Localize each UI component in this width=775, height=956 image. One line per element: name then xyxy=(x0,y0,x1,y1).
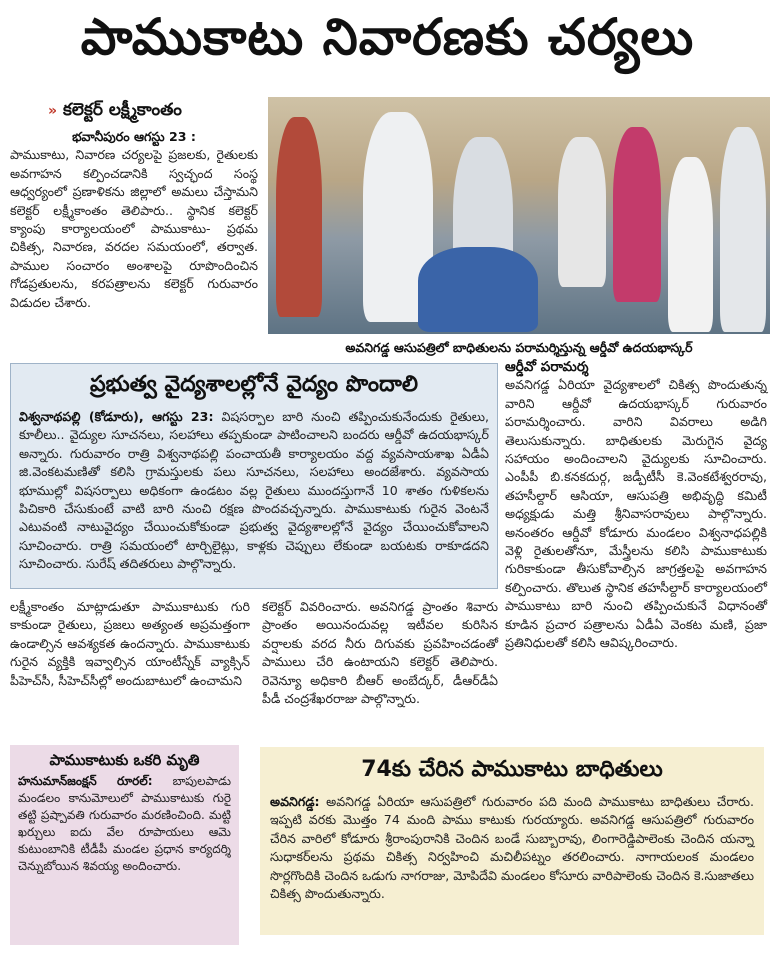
hospital-box-body: విషసర్పాల బారి నుంచి తప్పించుకునేందుకు రైతులు, కూలీలు.. వైద్యుల సూచనలు, సలహాలు తప్పకుండా పాటించాలని బందరు ఆర్డీవో ఉదయభాస్కర్ అన్నారు. గురువారం రాత్రి విశ్వనాథపల్లి పంచాయతీ కార్యాలయం వద్ద వ్యవసాయశాఖ ఏడీఏ జి.వెంకటమణితో కలిసి గ్రామస్తులకు పలు సూచనలు, సలహాలు అందజేశారు. వ్యవసాయ భూముల్లో విషసర్పాలు అధికంగా ఉండటం వల్ల రైతులు ముందస్తుగానే 10 శాతం గుళికలను పిచికారి చేసుకుంటే వాటి బారి నుంచి రక్షణ పొందవచ్చన్నారు. పాముకాటుకు గురైన వెంటనే ఎటువంటి నాటువైద్యం చేయించుకోకుండా ప్రభుత్వ వైద్యశాలల్లోనే వైద్యం చేయించుకోవాలని సూచించారు. రాత్రి సమయంలో టార్చిలైట్లు, కాళ్లకు చెప్పులు లేకుండా బయటకు రాకూడదని సూచించారు. సురేష్ తదితరులు పాల్గొన్నారు. xyxy=(19,409,489,572)
death-box-text xyxy=(18,773,231,875)
headline: పాముకాటు నివారణకు చర్యలు xyxy=(80,8,695,66)
double-arrow-icon: » xyxy=(48,103,58,119)
snakebite-death-box xyxy=(10,745,239,945)
death-box-title: పాముకాటుకు ఒకరి మృతి xyxy=(49,751,200,769)
photo-caption: అవనిగడ్డ ఆసుపత్రిలో బాధితులను పరామర్శిస్తున్న ఆర్డీవో ఉదయభాస్కర్ xyxy=(345,340,693,355)
hospital-treatment-box xyxy=(10,363,498,589)
intro-dateline: భవానీపురం ఆగస్టు 23 : xyxy=(72,129,196,144)
victims-box-body: అవనిగడ్డ ఏరియా ఆసుపత్రిలో గురువారం పది మంది పాముకాటు బాధితులు చేరారు. ఇప్పటి వరకు మొత్తం 74 మంది పాము కాటుకు గురయ్యారు. అవనిగడ్డ ఆసుపత్రిలో గురువారం చేరిన వారిలో కోడూరు శ్రీరాంపురానికి చెందిన బండే సుబ్బారావు, లింగారెడ్డిపాలెంకు చెందిన యన్నా సుధాకర్‌లను ప్రథమ చికిత్స నిర్వహించి మచిలీపట్నం తరలించారు. నాగాయలంక మండలం సొర్లగొందికి చెందిన ఒడుగు నాగరాజు, మోపిదేవి మండలం కోసూరు వారిపాలెంకు చెందిన కె.సుజాతలు చికిత్స పొందుతున్నారు. xyxy=(270,794,754,902)
hospital-box-text xyxy=(19,408,489,574)
rdo-body: అవనిగడ్డ ఏరియా వైద్యశాలలో చికిత్స పొందుతున్న వారిని ఆర్డీవో ఉదయభాస్కర్ గురువారం పరామర్శించారు. వారిని వివరాలు అడిగి తెలుసుకున్నారు. బాధితులకు మెరుగైన వైద్య సహాయం అందించాలని వైద్యులకు సూచించారు. ఎంపీపీ బి.కనకదుర్గ, జడ్పీటీసీ కె.వెంకటేశ్వరరావు, తహసీల్దార్ ఆసియా, ఆసుపత్రి అభివృద్ధి కమిటీ అధ్యక్షుడు మత్తి శ్రీనివాసరావులు పాల్గొన్నారు. అనంతరం ఆర్డీవో కోడూరు మండలం విశ్వనాధపల్లికి వెళ్లి రైతులతోనూ, మేస్త్రీలను కలిసి పాముకాటుకు గురికాకుండా తీసుకోవాల్సిన జాగ్రత్తలపై అవగాహన కల్పించారు. తొలుత స్థానిక తహసీల్దార్ కార్యాలయంలో పాముకాటు బారి నుంచి తప్పించుకునే విధానంతో కూడిన ప్రచార పత్రాలను ఏడీఏ వెంకట మణి, ప్రజా ప్రతినిధులతో కలిసి ఆవిష్కరించారు. xyxy=(505,377,767,651)
intro-article xyxy=(10,128,258,312)
hospital-box-dateline: విశ్వనాథపల్లి (కోడూరు), ఆగస్టు 23: xyxy=(19,409,214,424)
hospital-box-title: ప్రభుత్వ వైద్యశాలల్లోనే వైద్యం పొందాలి xyxy=(89,372,419,397)
intro-body: పాముకాటు, నివారణ చర్యలపై ప్రజలకు, రైతులకు అవగాహన కల్పించడానికి స్వచ్ఛంద సంస్థ ఆధ్వర్యంలో ప్రణాళికను జిల్లాలో అమలు చేస్తామని కలెక్టర్ లక్ష్మీకాంతం తెలిపారు.. స్థానిక కలెక్టర్ క్యాంపు కార్యాలయంలో పాముకాటు- ప్రథమ చికిత్స, నివారణ, వరదల సమయంలో, తర్వాత. పాముల సంచారం అంశాలపై రూపొందించిన గోడప్రతులను, కరపత్రాలను కలెక్టర్ గురువారం విడుదల చేశారు. xyxy=(10,147,258,310)
collector-article-left: లక్ష్మీకాంతం మాట్లాడుతూ పాముకాటుకు గురి కాకుండా రైతులు, ప్రజలు అత్యంత అప్రమత్తంగా ఉండాల్సిన ఆవశ్యకత ఉందన్నారు. పాముకాటుకు గురైన వ్యక్తికి ఇవ్వాల్సిన యాంటీస్నేక్ వ్యాక్సిన్ పీహెచ్‌సీ, సీహెచ్‌సీల్లో అందుబాటులో ఉంచామని xyxy=(10,599,250,688)
hospital-photo xyxy=(268,97,770,334)
snakebite-victims-box xyxy=(260,747,764,935)
collector-article-mid: కలెక్టర్ వివరించారు. అవనిగడ్డ ప్రాంతం శివారు ప్రాంతం అయినందువల్ల ఇటీవల కురిసిన వర్షాలకు వరద నీరు దిగువకు ప్రవహించడంతో పాములు చేరి ఉంటాయని కలెక్టర్ తెలిపారు. రెవెన్యూ అధికారి బీఆర్ అంబేద్కర్, డీఆర్‌డీఏ పీడీ చంద్రశేఖరరాజు పాల్గొన్నారు. xyxy=(262,599,498,707)
byline-text: కలెక్టర్ లక్ష్మీకాంతం xyxy=(63,100,182,120)
rdo-article xyxy=(505,358,767,653)
victims-box-title: 74కు చేరిన పాముకాటు బాధితులు xyxy=(361,757,663,782)
death-box-dateline: హనుమాన్‌జంక్షన్ రూరల్: xyxy=(18,774,153,788)
victims-box-text xyxy=(270,793,754,903)
death-box-body: బాపులపాడు మండలం కానుమోలులో పాముకాటుకు గురై తట్టి ప్రష్పావతి గురువారం మరణించింది. మట్టి ఖర్చులు ఐదు వేల రూపాయలు ఆమె కుటుంబానికి టీడీపీ మండల ప్రధాన కార్యదర్శి చెన్నుబోయిన శివయ్య అందించారు. xyxy=(18,774,231,873)
byline xyxy=(48,100,182,124)
victims-box-dateline: అవనిగడ్డ: xyxy=(270,794,320,809)
rdo-subhead: ఆర్డీవో పరామర్శ xyxy=(505,359,589,375)
